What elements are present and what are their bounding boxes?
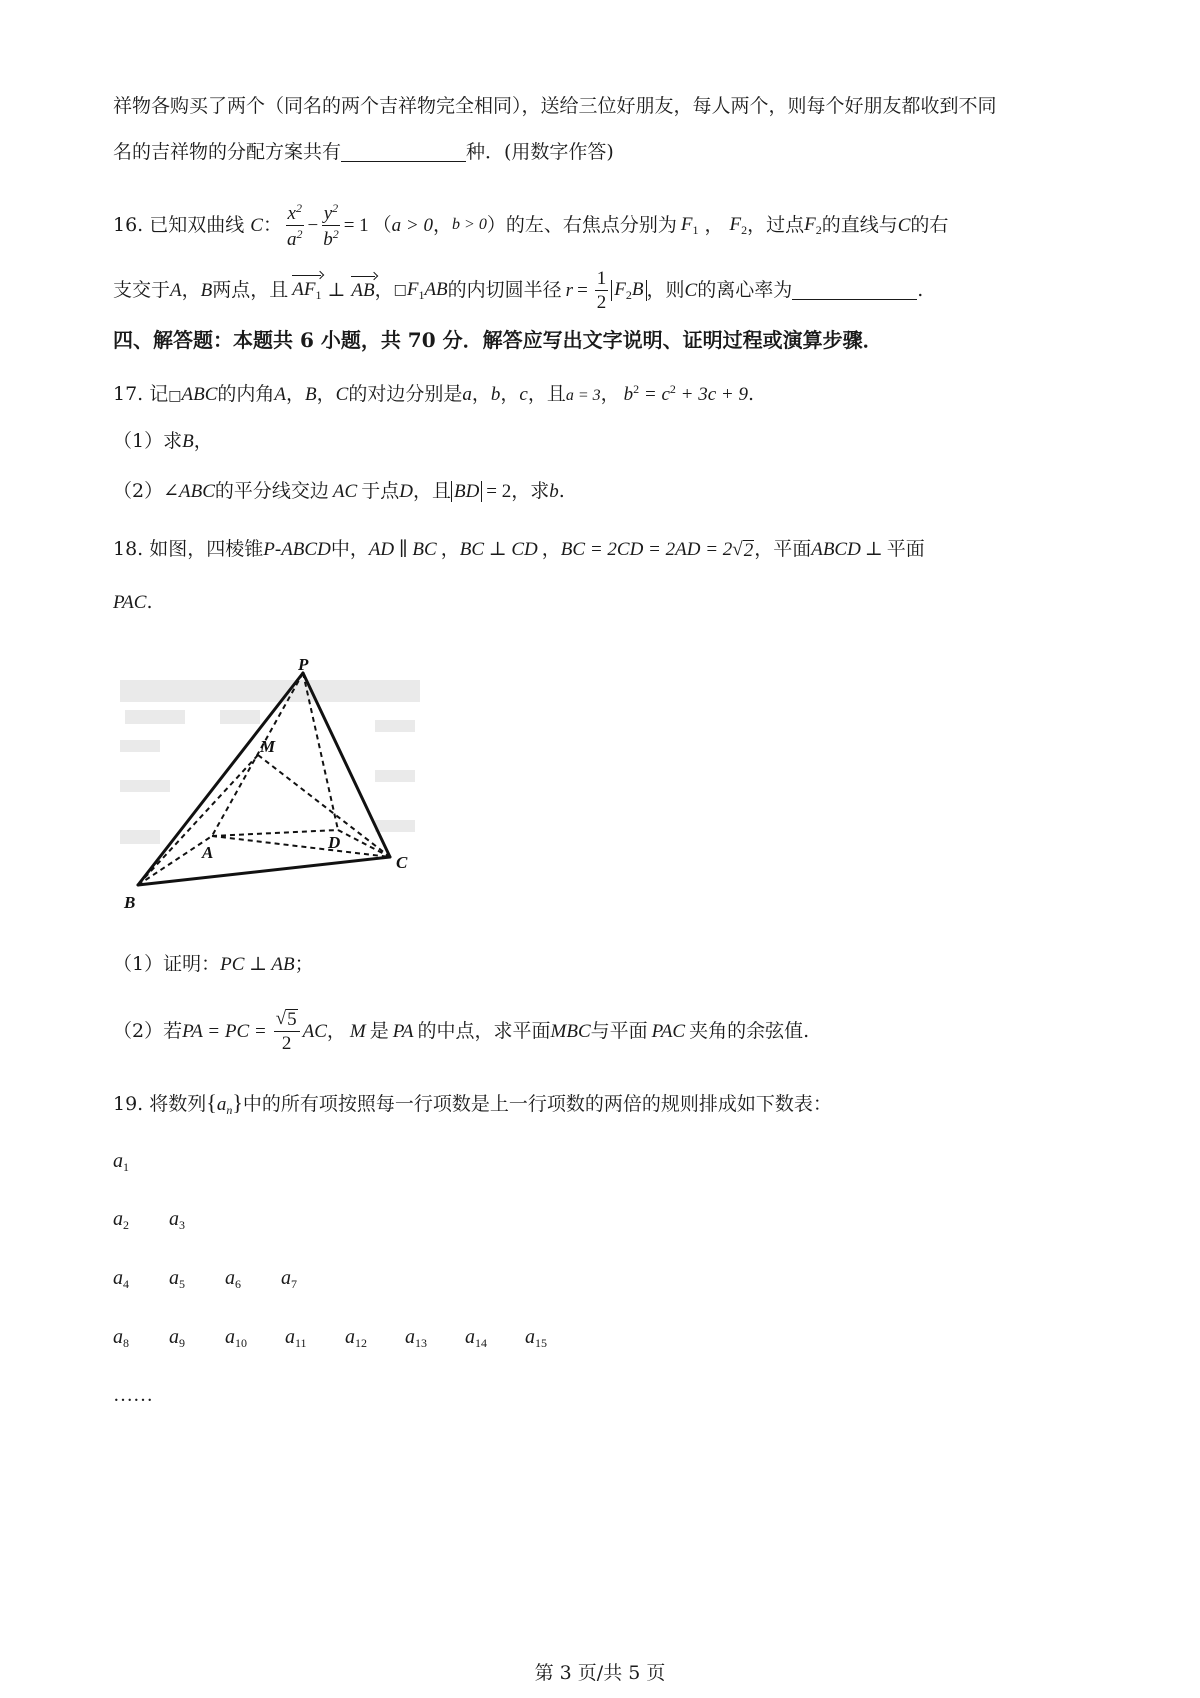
table-cell: $a_1$ [113,1150,129,1174]
table-cell: $a_{14}$ [465,1326,487,1350]
q19-stem: 19. 将数列$\{a_n\}$中的所有项按照每一行项数是上一行项数的两倍的规则排成如下数表： [113,1090,832,1117]
label-p: P [298,655,309,674]
label-c: C [396,853,408,872]
answer-blank-16[interactable] [792,281,917,300]
table-cell: $a_{15}$ [525,1326,547,1350]
table-cell: $a_6$ [225,1267,241,1291]
table-cell: $a_9$ [169,1326,185,1350]
answer-blank-15[interactable] [341,143,466,162]
section-heading: 四、解答题：本题共 6 小题，共 70 分．解答应写出文字说明、证明过程或演算步骤． [113,328,883,352]
table-cell: $a_2$ [113,1208,129,1232]
table-cell: $a_4$ [113,1267,129,1291]
q17-part-1: （1）求B， [113,430,213,452]
fraction-one-half: $\frac{1}{2}$ [596,267,607,313]
table-cell: $a_7$ [281,1267,297,1291]
q16-line-2: 支交于 A ， B 两点，且 $AF_1$ ⊥ AB ， □ $F_1AB$ 的内切圆半径 r = $\frac{1}{2}$ $F_2B$ ，则 C 的离心率为 . [113,267,924,313]
table-cell: $a_5$ [169,1267,185,1291]
q17-part-2: （2）∠ABC的平分线交边 AC 于点D，且 BD = 2，求b. [113,480,565,502]
q17-stem: 17. 记□ABC的内角A，B，C的对边分别是a，b，c，且a = 3， $b^2 = c^2 + 3c + 9$. [113,382,755,405]
sequence-table [113,1150,613,1410]
q18-stem-2: PAC. [113,591,153,613]
q18-part-1: （1）证明：PC ⊥ AB； [113,953,314,975]
table-cell: $a_{11}$ [285,1326,307,1350]
label-d: D [328,833,341,852]
q15-line-1: 祥物各购买了两个（同名的两个吉祥物完全相同），送给三位好朋友，每人两个，则每个好朋友都收到不同 [113,95,997,117]
pyramid-figure [120,655,420,960]
vector-af1: $AF_1$ [292,278,322,302]
page-footer: 第 3 页/共 5 页 [534,1662,666,1684]
table-cell: $a_8$ [113,1326,129,1350]
table-cell: $a_3$ [169,1208,185,1232]
fraction-y2-b2: $\frac{y^2}{b^2}$ [323,200,339,250]
label-m: M [260,737,276,756]
label-a: A [202,843,214,862]
q18-part-2: （2）若 PA = PC = √ 5 2 AC ， M 是 PA 的中点，求平面 MBC 与平面 PAC 夹角的余弦值. [113,1008,810,1054]
fraction-sqrt5-over-2: √ 5 2 [274,1009,300,1053]
fraction-x2-a2: $\frac{x^2}{a^2}$ [286,200,303,250]
q18-stem-1: 18. 如图，四棱锥P-ABCD中，AD ∥ BC ，BC ⊥ CD ，BC = 2CD = 2AD = 2 √ 2 ，平面ABCD ⊥ 平面 [113,538,925,561]
label-b: B [124,893,136,912]
table-cell: $a_{10}$ [225,1326,247,1350]
table-cell: $a_{13}$ [405,1326,427,1350]
table-cell: $a_{12}$ [345,1326,367,1350]
q15-line-2: 名的吉祥物的分配方案共有 种．(用数字作答) [113,141,614,163]
vector-ab: AB [351,279,375,301]
q16-line-1: 16. 已知双曲线 C ： $\frac{x^2}{a^2}$ − $\frac{y^2}{b^2}$ = 1 （ a > 0 ， b > 0 ）的左、右焦点分别为 $F_1$ ， $F_2$ ，过点 $F_2$ 的直线与 C 的右 [113,200,949,250]
table-ellipsis: …… [113,1384,153,1406]
